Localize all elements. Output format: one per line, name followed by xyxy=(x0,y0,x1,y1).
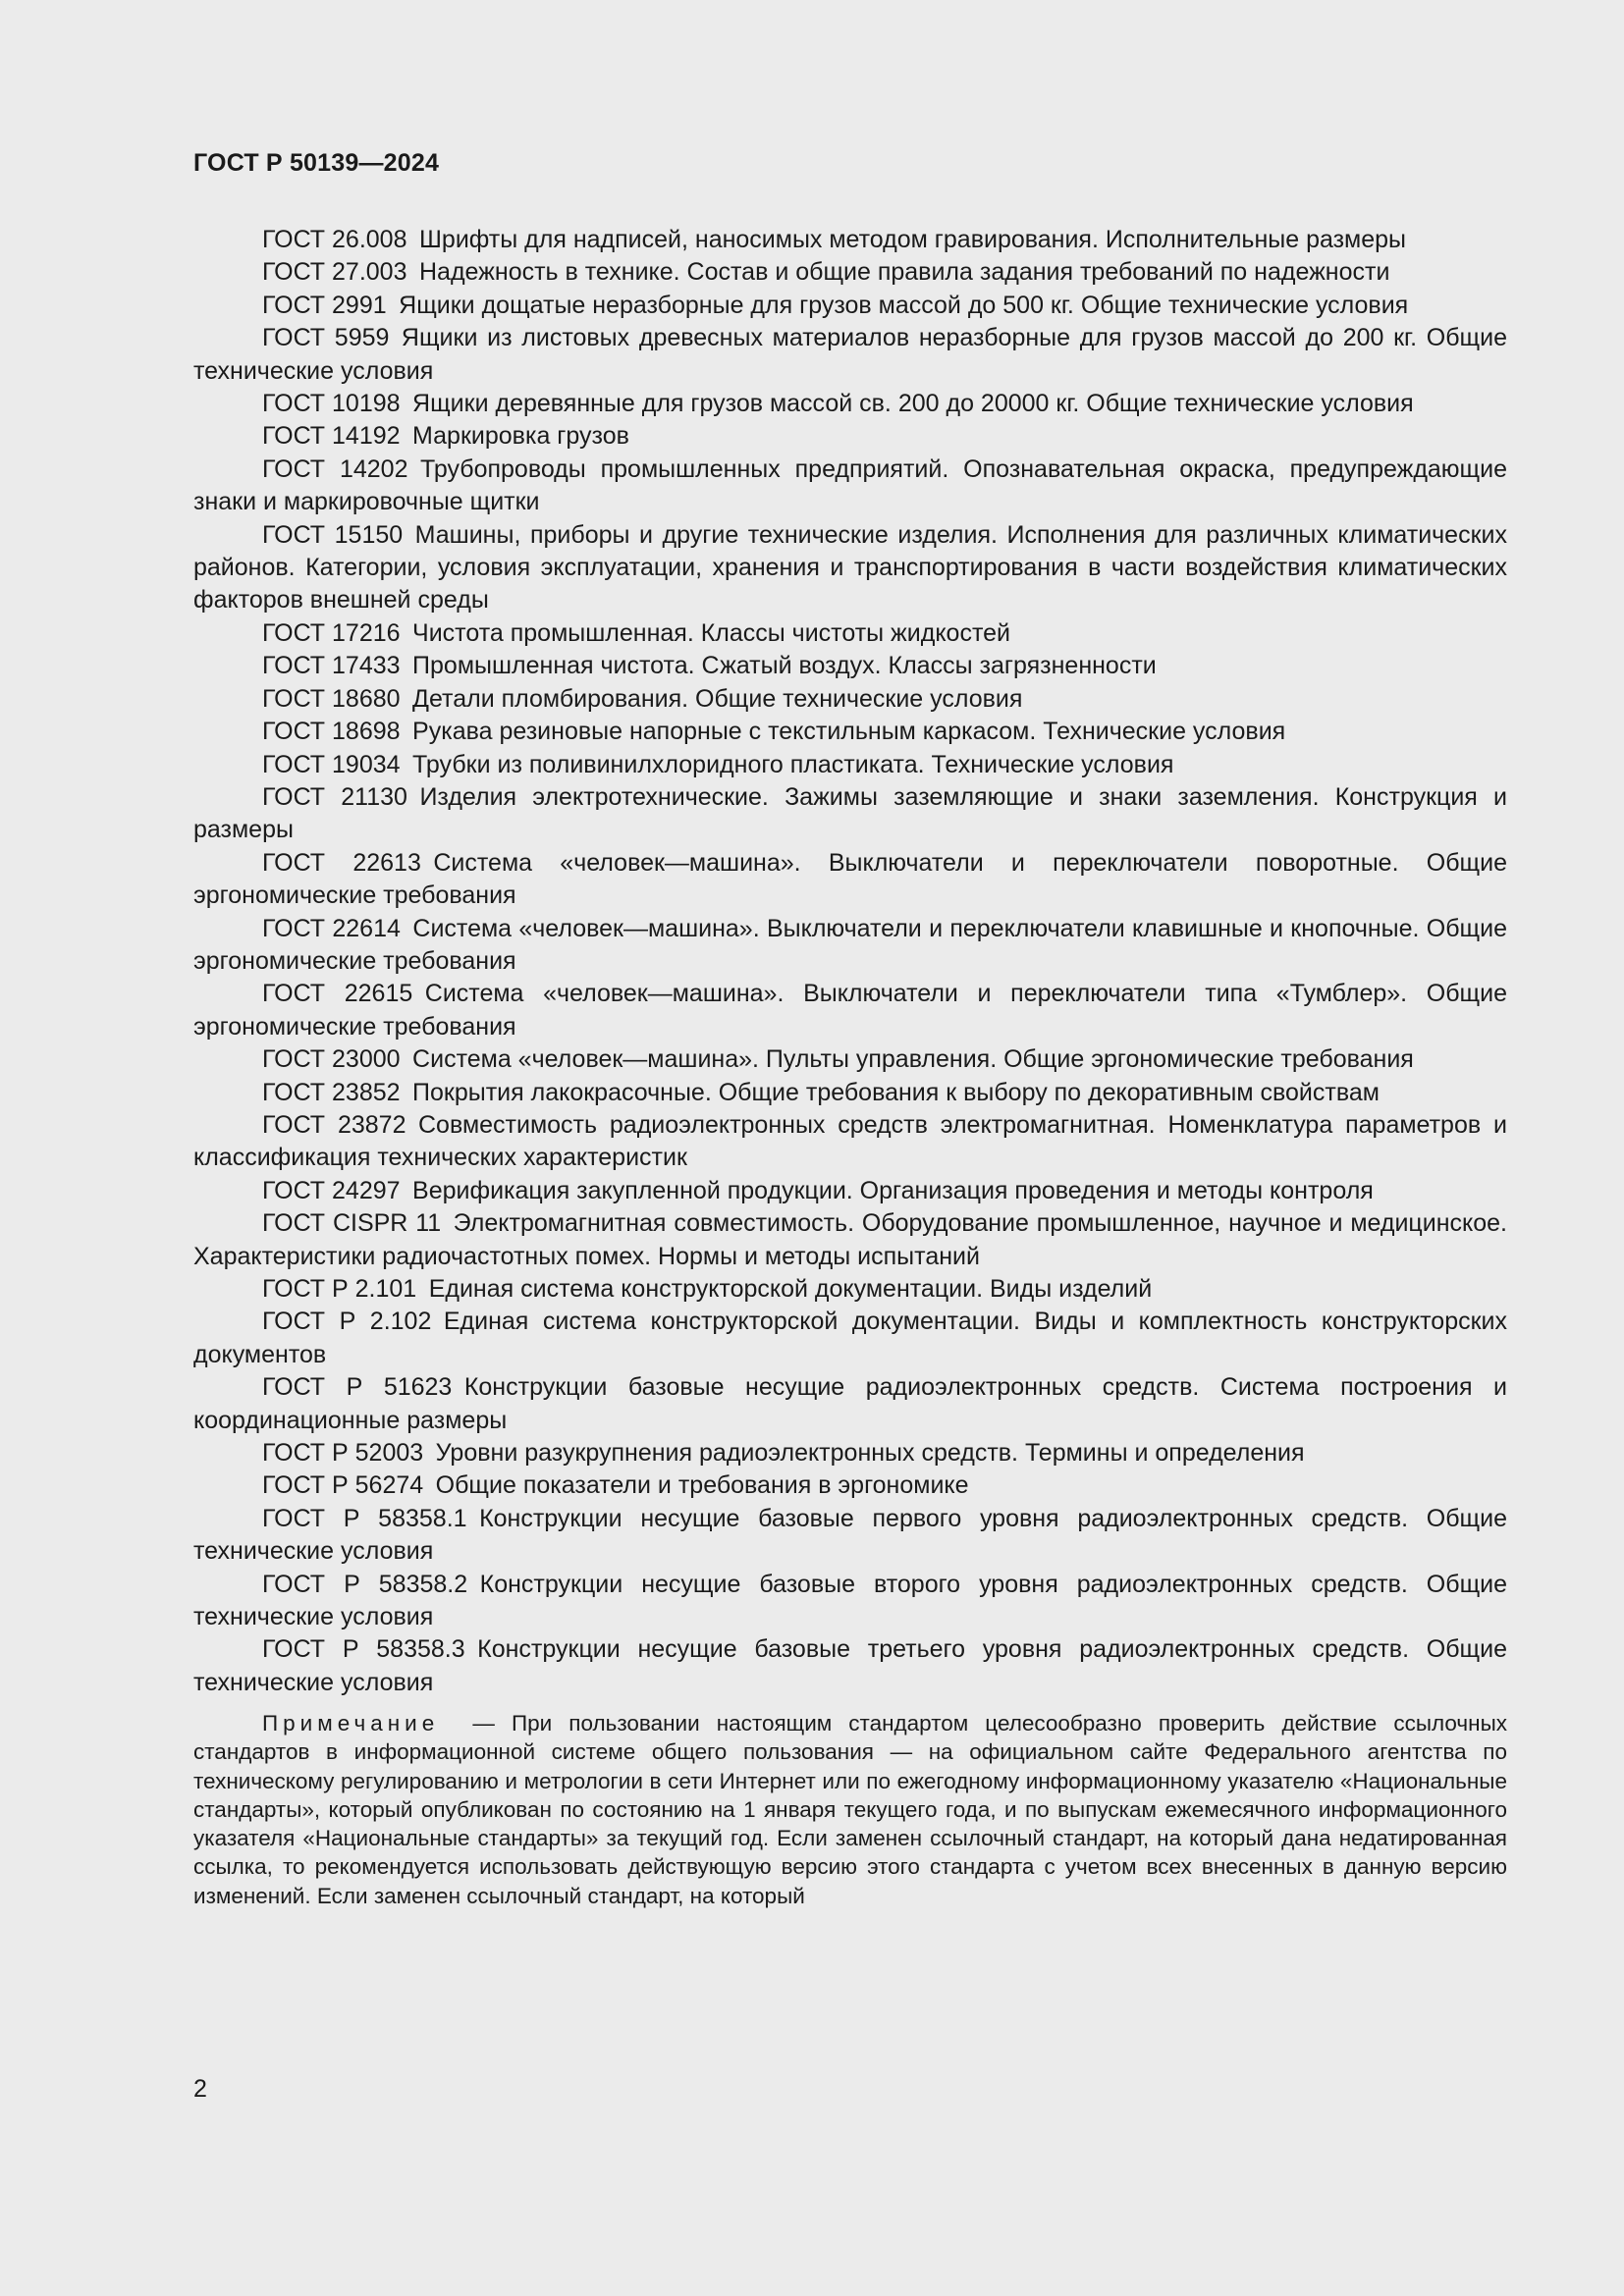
reference-title: Детали пломбирования. Общие технические условия xyxy=(412,684,1023,713)
reference-code: ГОСТ 23852 xyxy=(262,1078,401,1106)
reference-code: ГОСТ Р 2.101 xyxy=(262,1275,417,1303)
reference-title: Ящики из листовых древесных материалов неразборные для грузов массой до 200 кг. Общие технические условия xyxy=(193,324,1507,385)
reference-code: ГОСТ 2991 xyxy=(262,291,387,319)
reference-entry xyxy=(193,224,1507,256)
reference-code: ГОСТ Р 52003 xyxy=(262,1439,424,1468)
reference-code: ГОСТ 22613 xyxy=(262,848,421,877)
reference-entry xyxy=(193,1077,1507,1109)
reference-title: Ящики деревянные для грузов массой св. 200 до 20000 кг. Общие технические условия xyxy=(412,390,1414,418)
reference-title: Ящики дощатые неразборные для грузов массой до 500 кг. Общие технические условия xyxy=(399,291,1409,319)
reference-entry xyxy=(193,1175,1507,1207)
reference-entry xyxy=(193,1503,1507,1569)
reference-entry xyxy=(193,1633,1507,1699)
reference-entry xyxy=(193,650,1507,682)
reference-entry xyxy=(193,256,1507,289)
reference-code: ГОСТ 24297 xyxy=(262,1176,401,1204)
reference-title: Система «человек—машина». Выключатели и переключатели поворотные. Общие эргономические требования xyxy=(193,848,1507,910)
reference-entry xyxy=(193,322,1507,388)
reference-title: Совместимость радиоэлектронных средств электромагнитная. Номенклатура параметров и классификация технических характеристик xyxy=(193,1110,1507,1172)
reference-entry xyxy=(193,1207,1507,1273)
reference-title: Маркировка грузов xyxy=(412,422,629,451)
reference-title: Надежность в технике. Состав и общие правила задания требований по надежности xyxy=(419,258,1390,287)
reference-title: Трубопроводы промышленных предприятий. Опознавательная окраска, предупреждающие знаки и маркировочные щитки xyxy=(193,454,1507,516)
normative-references-list xyxy=(193,224,1507,1910)
reference-title: Единая система конструкторской документации. Виды и комплектность конструкторских документов xyxy=(193,1308,1507,1368)
reference-title: Общие показатели и требования в эргономике xyxy=(435,1471,969,1500)
reference-entry xyxy=(193,978,1507,1043)
reference-code: ГОСТ Р 58358.3 xyxy=(262,1635,465,1664)
reference-title: Промышленная чистота. Сжатый воздух. Классы загрязненности xyxy=(412,652,1157,680)
reference-code: ГОСТ CISPR 11 xyxy=(262,1209,442,1238)
reference-code: ГОСТ 14202 xyxy=(262,454,408,483)
reference-entry xyxy=(193,1469,1507,1502)
reference-code: ГОСТ 27.003 xyxy=(262,258,407,287)
reference-title: Конструкции несущие базовые третьего уровня радиоэлектронных средств. Общие технические условия xyxy=(193,1635,1507,1696)
reference-code: ГОСТ 15150 xyxy=(262,520,404,549)
note-paragraph xyxy=(193,1709,1507,1909)
reference-title: Система «человек—машина». Выключатели и переключатели типа «Тумблер». Общие эргономические требования xyxy=(193,980,1507,1041)
reference-code: ГОСТ Р 56274 xyxy=(262,1471,424,1500)
reference-entry xyxy=(193,716,1507,748)
reference-entry xyxy=(193,617,1507,650)
reference-title: Система «человек—машина». Выключатели и переключатели клавишные и кнопочные. Общие эргономические требования xyxy=(193,914,1507,975)
note-label: Примечание xyxy=(262,1711,440,1736)
reference-title: Единая система конструкторской документации. Виды изделий xyxy=(428,1275,1153,1303)
reference-code: ГОСТ Р 58358.2 xyxy=(262,1570,468,1598)
reference-code: ГОСТ Р 51623 xyxy=(262,1373,453,1402)
reference-title: Трубки из поливинилхлоридного пластиката. Технические условия xyxy=(412,750,1174,778)
reference-entry xyxy=(193,1273,1507,1306)
reference-code: ГОСТ Р 58358.1 xyxy=(262,1504,467,1532)
reference-code: ГОСТ 17216 xyxy=(262,618,401,647)
reference-code: ГОСТ 22614 xyxy=(262,914,401,942)
reference-entry xyxy=(193,1371,1507,1437)
reference-code: ГОСТ 14192 xyxy=(262,422,401,451)
reference-entry xyxy=(193,781,1507,847)
reference-code: ГОСТ 22615 xyxy=(262,980,413,1008)
reference-code: ГОСТ 5959 xyxy=(262,324,390,352)
reference-code: ГОСТ 18680 xyxy=(262,684,401,713)
reference-title: Верификация закупленной продукции. Организация проведения и методы контроля xyxy=(412,1176,1374,1204)
reference-entry xyxy=(193,454,1507,519)
reference-entry xyxy=(193,847,1507,913)
reference-code: ГОСТ 19034 xyxy=(262,750,401,778)
reference-title: Электромагнитная совместимость. Оборудование промышленное, научное и медицинское. Характеристики радиочастотных помех. Нормы и методы испытаний xyxy=(193,1209,1507,1270)
reference-entry xyxy=(193,913,1507,979)
reference-entry xyxy=(193,1109,1507,1175)
reference-title: Изделия электротехнические. Зажимы заземляющие и знаки заземления. Конструкция и размеры xyxy=(193,782,1507,844)
reference-title: Конструкции несущие базовые второго уровня радиоэлектронных средств. Общие технические условия xyxy=(193,1570,1508,1631)
reference-code: ГОСТ 26.008 xyxy=(262,226,407,253)
reference-code: ГОСТ 23000 xyxy=(262,1045,401,1074)
note-text: — При пользовании настоящим стандартом целесообразно проверить действие ссылочных стандартов в информационной системе общего пользования — на официальном сайте Федерального агентства по техническому регулированию и метрологии в сети Интернет или по ежегодному информационному указателю «Национальные стандарты», который опубликован по состоянию на 1 января текущего года, и по выпускам ежемесячного информационного указателя «Национальные стандарты» за текущий год. Если заменен ссылочный стандарт, на который дана недатированная ссылка, то рекомендуется использовать действующую версию этого стандарта с учетом всех внесенных в данную версию изменений. Если заменен ссылочный стандарт, на который xyxy=(193,1711,1507,1908)
reference-title: Покрытия лакокрасочные. Общие требования к выбору по декоративным свойствам xyxy=(412,1078,1380,1106)
document-header: ГОСТ Р 50139—2024 xyxy=(193,149,440,177)
reference-entry xyxy=(193,1569,1507,1634)
reference-title: Уровни разукрупнения радиоэлектронных средств. Термины и определения xyxy=(435,1439,1305,1468)
reference-entry xyxy=(193,519,1507,617)
reference-entry xyxy=(193,683,1507,716)
reference-entry xyxy=(193,1043,1507,1076)
reference-title: Машины, приборы и другие технические изделия. Исполнения для различных климатических районов. Категории, условия эксплуатации, хранения и транспортирования в части воздействия климатических факторов внешней среды xyxy=(193,520,1507,614)
reference-entry xyxy=(193,290,1507,322)
reference-title: Конструкции базовые несущие радиоэлектронных средств. Система построения и координационные размеры xyxy=(193,1373,1507,1434)
reference-title: Чистота промышленная. Классы чистоты жидкостей xyxy=(412,618,1010,647)
reference-entry xyxy=(193,749,1507,781)
reference-code: ГОСТ 21130 xyxy=(262,782,407,811)
reference-code: ГОСТ 10198 xyxy=(262,390,401,418)
reference-title: Рукава резиновые напорные с текстильным каркасом. Технические условия xyxy=(412,718,1286,746)
page-number: 2 xyxy=(193,2075,207,2103)
reference-code: ГОСТ 18698 xyxy=(262,718,401,746)
reference-entry xyxy=(193,388,1507,420)
reference-entries xyxy=(193,224,1507,1699)
reference-entry xyxy=(193,1306,1507,1371)
reference-title: Система «человек—машина». Пульты управления. Общие эргономические требования xyxy=(412,1045,1414,1074)
reference-entry xyxy=(193,420,1507,453)
reference-title: Конструкции несущие базовые первого уровня радиоэлектронных средств. Общие технические условия xyxy=(193,1504,1507,1566)
reference-entry xyxy=(193,1437,1507,1469)
reference-code: ГОСТ 23872 xyxy=(262,1110,406,1139)
reference-title: Шрифты для надписей, наносимых методом гравирования. Исполнительные размеры xyxy=(419,226,1407,253)
reference-code: ГОСТ 17433 xyxy=(262,652,401,680)
reference-code: ГОСТ Р 2.102 xyxy=(262,1308,432,1336)
